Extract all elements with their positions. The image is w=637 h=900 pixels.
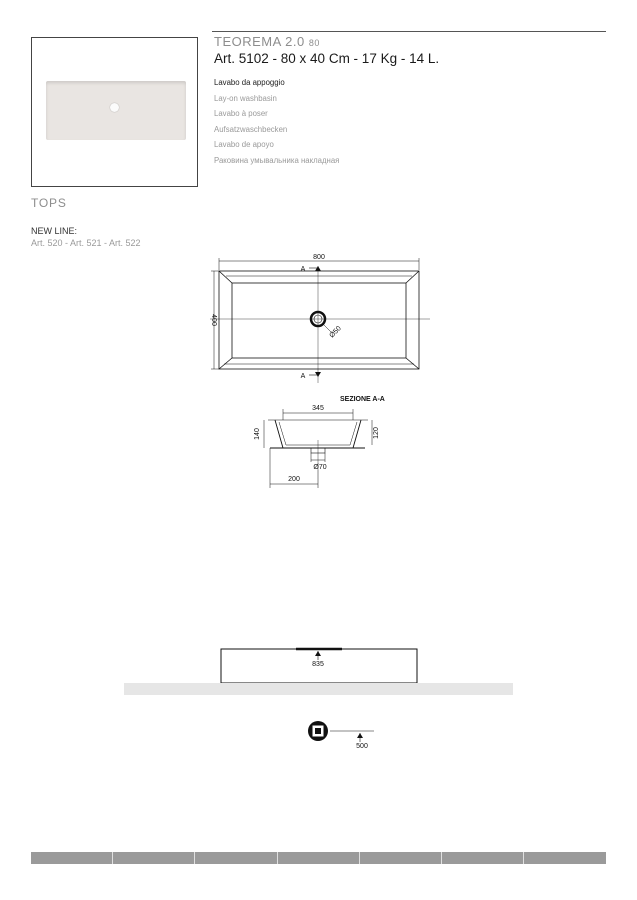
section-marker-top: A <box>300 266 306 273</box>
plan-inner <box>232 283 406 358</box>
product-spec: Art. 5102 - 80 x 40 Cm - 17 Kg - 14 L. <box>214 51 440 66</box>
product-name: TEOREMA 2.0 <box>214 34 305 49</box>
dim-wall-outlet-height: 500 <box>356 743 368 750</box>
description-en: Lay-on washbasin <box>214 94 277 103</box>
dim-drain-diameter: Ø50 <box>328 325 343 340</box>
section-marker-bottom: A <box>300 373 306 380</box>
description-it: Lavabo da appoggio <box>214 78 285 87</box>
plan-outline <box>219 271 419 369</box>
section-heading-tops: TOPS <box>31 196 67 210</box>
dim-plan-width: 800 <box>313 254 325 261</box>
product-size: 80 <box>308 38 320 48</box>
description-de: Aufsatzwaschbecken <box>214 125 288 134</box>
dim-plan-depth: 400 <box>210 314 217 326</box>
dim-waste-diameter: Ø70 <box>313 464 327 471</box>
new-line-label: NEW LINE: <box>31 226 78 236</box>
dim-install-height: 835 <box>312 661 324 668</box>
dim-outer-height: 140 <box>254 428 261 440</box>
description-ru: Раковина умывальника накладная <box>214 156 340 165</box>
description-es: Lavabo de apoyo <box>214 140 274 149</box>
section-title: SEZIONE A-A <box>340 396 385 403</box>
dim-inner-height: 120 <box>373 427 380 439</box>
new-line-articles: Art. 520 - Art. 521 - Art. 522 <box>31 238 141 248</box>
dim-inner-width: 345 <box>312 405 324 412</box>
countertop-bar <box>124 683 513 695</box>
footer-bar <box>31 852 606 864</box>
dim-waste-offset: 200 <box>288 476 300 483</box>
description-fr: Lavabo à poser <box>214 109 268 118</box>
